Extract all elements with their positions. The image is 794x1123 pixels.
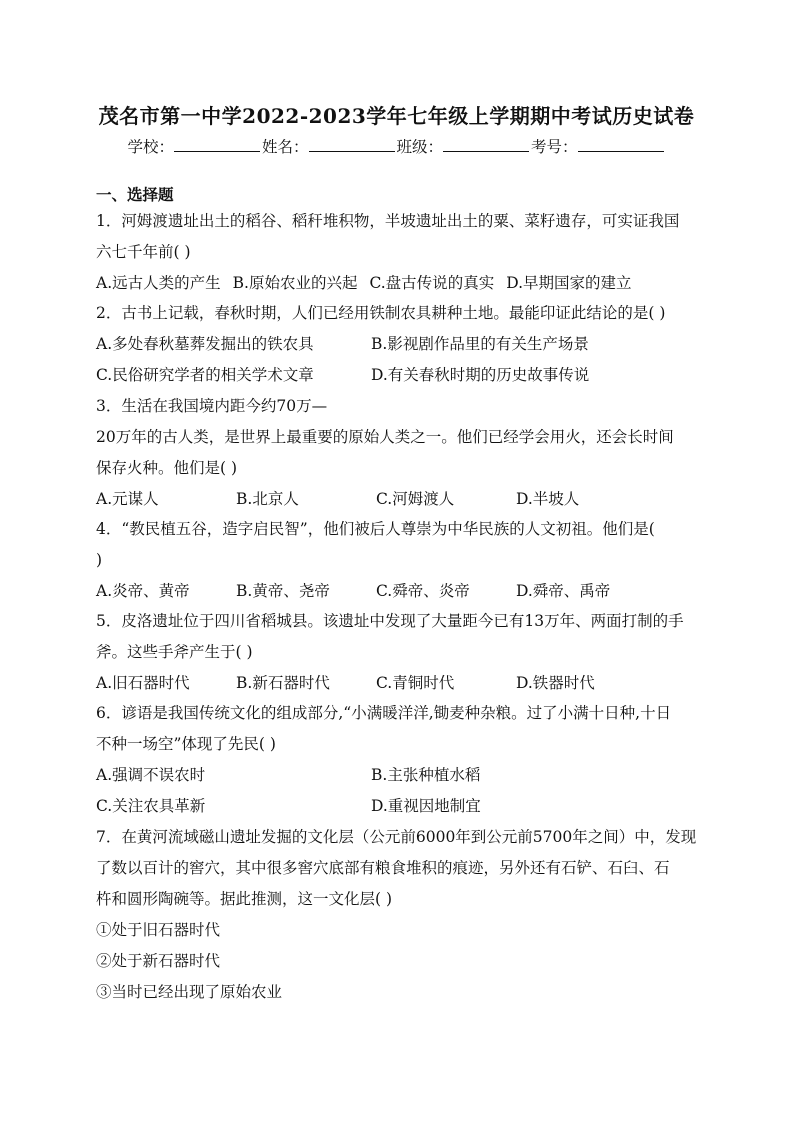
option-a[interactable]: A.炎帝、黄帝 [96, 582, 190, 600]
student-info-line [96, 132, 697, 162]
option-c[interactable]: C.关注农具革新 [96, 797, 206, 815]
option-b[interactable]: B.北京人 [236, 490, 299, 508]
question-4-text: 4．“教民植五谷，造字启民智”，他们被后人尊崇为中华民族的人文初祖。他们是( ) [96, 520, 655, 569]
question-2-options-row-2 [96, 360, 697, 391]
school-blank[interactable] [174, 133, 260, 152]
option-d[interactable]: D.铁器时代 [516, 674, 595, 692]
question-5-text: 5．皮洛遗址位于四川省稻城县。该遗址中发现了大量距今已有13万年、两面打制的手 斧。这些手斧产生于( ) [96, 612, 684, 661]
option-c[interactable]: C.民俗研究学者的相关学术文章 [96, 366, 314, 384]
option-d[interactable]: D.半坡人 [516, 490, 580, 508]
option-b[interactable]: B.影视剧作品里的有关生产场景 [371, 335, 589, 353]
question-4-options [96, 576, 697, 606]
question-5-options [96, 668, 697, 698]
name-label: 姓名： [261, 138, 309, 156]
question-4 [96, 514, 697, 606]
option-a[interactable]: A.多处春秋墓葬发掘出的铁农具 [96, 335, 314, 353]
name-field [262, 132, 397, 162]
number-blank[interactable] [578, 133, 664, 152]
question-1-text: 1．河姆渡遗址出土的稻谷、稻秆堆积物，半坡遗址出土的粟、菜籽遗存，可实证我国 六七千年前( ) [96, 212, 680, 261]
question-6-options-row-1 [96, 760, 697, 791]
question-2-text: 2．古书上记载，春秋时期，人们已经用铁制农具耕种土地。最能印证此结论的是( ) [96, 304, 666, 322]
option-a[interactable]: A.强调不误农时 [96, 766, 206, 784]
question-7 [96, 822, 697, 1008]
option-a[interactable]: A.远古人类的产生 [96, 274, 221, 292]
option-b[interactable]: B.黄帝、尧帝 [236, 582, 330, 600]
question-2-options-row-1 [96, 329, 697, 360]
statement-1: ①处于旧石器时代 [96, 921, 221, 939]
statement-3: ③当时已经出现了原始农业 [96, 983, 283, 1001]
school-field [127, 132, 262, 162]
option-d[interactable]: D.舜帝、禹帝 [516, 582, 611, 600]
class-blank[interactable] [443, 133, 529, 152]
option-d[interactable]: D.重视因地制宜 [371, 797, 481, 815]
option-a[interactable]: A.元谋人 [96, 490, 159, 508]
option-d[interactable]: D.早期国家的建立 [506, 274, 632, 292]
option-a[interactable]: A.旧石器时代 [96, 674, 190, 692]
question-3-options [96, 484, 697, 514]
exam-title: 茂名市第一中学2022-2023学年七年级上学期期中考试历史试卷 [98, 104, 695, 128]
option-b[interactable]: B.原始农业的兴起 [232, 274, 358, 292]
option-b[interactable]: B.主张种植水稻 [371, 766, 481, 784]
question-3 [96, 391, 697, 514]
option-c[interactable]: C.青铜时代 [376, 674, 455, 692]
school-label: 学校： [127, 138, 174, 156]
question-7-text: 7．在黄河流域磁山遗址发掘的文化层（公元前6000年到公元前5700年之间）中，发现 了数以百计的窖穴，其中很多窖穴底部有粮食堆积的痕迹，另外还有石铲、石臼、石 杵和圆形陶碗等。据此推测，这一文化层( ) [96, 828, 697, 908]
question-1-options [96, 268, 697, 298]
section-heading: 一、选择题 [96, 186, 174, 204]
question-5 [96, 606, 697, 698]
question-2 [96, 298, 697, 391]
question-6 [96, 698, 697, 822]
statement-2: ②处于新石器时代 [96, 952, 221, 970]
name-blank[interactable] [309, 133, 395, 152]
question-1 [96, 206, 697, 298]
class-label: 班级： [396, 138, 444, 156]
question-6-text: 6．谚语是我国传统文化的组成部分,“小满暖洋洋,锄麦种杂粮。过了小满十日种,十日 不种一场空”体现了先民( ) [96, 704, 672, 753]
number-label: 考号： [531, 138, 578, 156]
question-6-options-row-2 [96, 791, 697, 822]
question-3-text: 3．生活在我国境内距今约70万— 20万年的古人类，是世界上最重要的原始人类之一。他们已经学会用火，还会长时间 保存火种。他们是( ) [96, 397, 674, 477]
option-c[interactable]: C.舜帝、炎帝 [376, 582, 470, 600]
option-b[interactable]: B.新石器时代 [236, 674, 330, 692]
option-c[interactable]: C.盘古传说的真实 [369, 274, 495, 292]
number-field [531, 132, 666, 162]
class-field [397, 132, 532, 162]
option-c[interactable]: C.河姆渡人 [376, 490, 455, 508]
option-d[interactable]: D.有关春秋时期的历史故事传说 [371, 366, 590, 384]
